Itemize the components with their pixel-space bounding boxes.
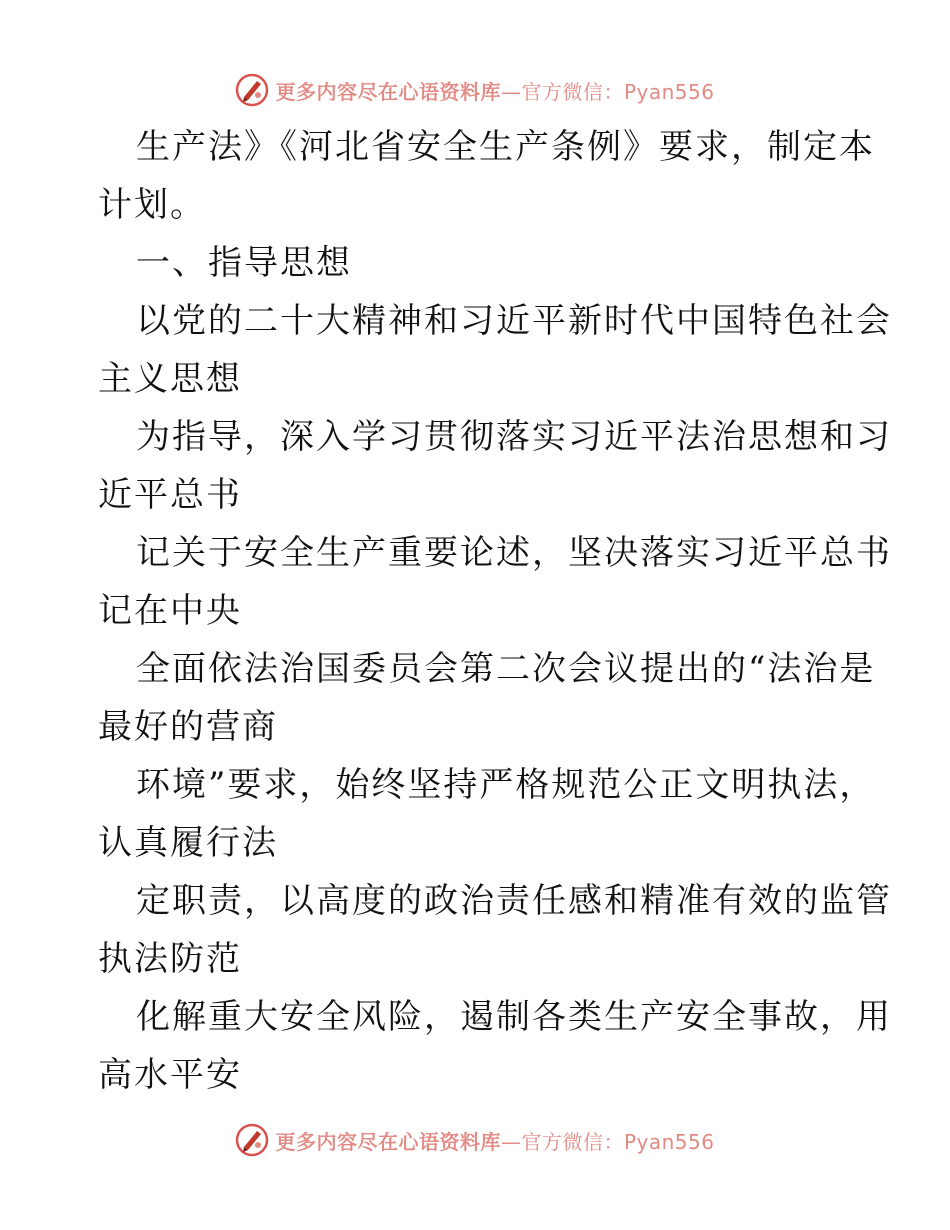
text-line: 记在中央 — [98, 591, 242, 631]
logo-icon — [235, 73, 269, 107]
text-line: 最好的营商 — [98, 707, 278, 747]
text-line: 一、指导思想 — [136, 243, 352, 283]
text-line: 主义思想 — [98, 359, 242, 399]
text-line: 近平总书 — [98, 475, 242, 515]
header-watermark-banner — [0, 70, 950, 110]
logo-icon — [235, 1123, 269, 1157]
text-line: 计划。 — [98, 185, 206, 225]
text-line: 高水平安 — [98, 1055, 242, 1095]
text-line: 环境”要求，始终坚持严格规范公正文明执法， — [136, 765, 876, 805]
text-line: 以党的二十大精神和习近平新时代中国特色社会 — [136, 301, 892, 341]
text-line: 生产法》《河北省安全生产条例》要求，制定本 — [136, 127, 875, 167]
text-line: 认真履行法 — [98, 823, 278, 863]
watermark-text: 更多内容尽在心语资料库—官方微信：Pyan556 — [275, 1129, 715, 1154]
watermark-text: 更多内容尽在心语资料库—官方微信：Pyan556 — [275, 79, 715, 104]
text-line: 为指导，深入学习贯彻落实习近平法治思想和习 — [136, 417, 892, 457]
footer-watermark-banner — [0, 1120, 950, 1160]
text-line: 执法防范 — [98, 939, 242, 979]
text-line: 定职责，以高度的政治责任感和精准有效的监管 — [136, 881, 892, 921]
document-body — [98, 118, 892, 1104]
text-line: 全面依法治国委员会第二次会议提出的“法治是 — [136, 649, 876, 689]
text-line: 记关于安全生产重要论述，坚决落实习近平总书 — [136, 533, 892, 573]
text-line: 化解重大安全风险，遏制各类生产安全事故，用 — [136, 997, 892, 1037]
